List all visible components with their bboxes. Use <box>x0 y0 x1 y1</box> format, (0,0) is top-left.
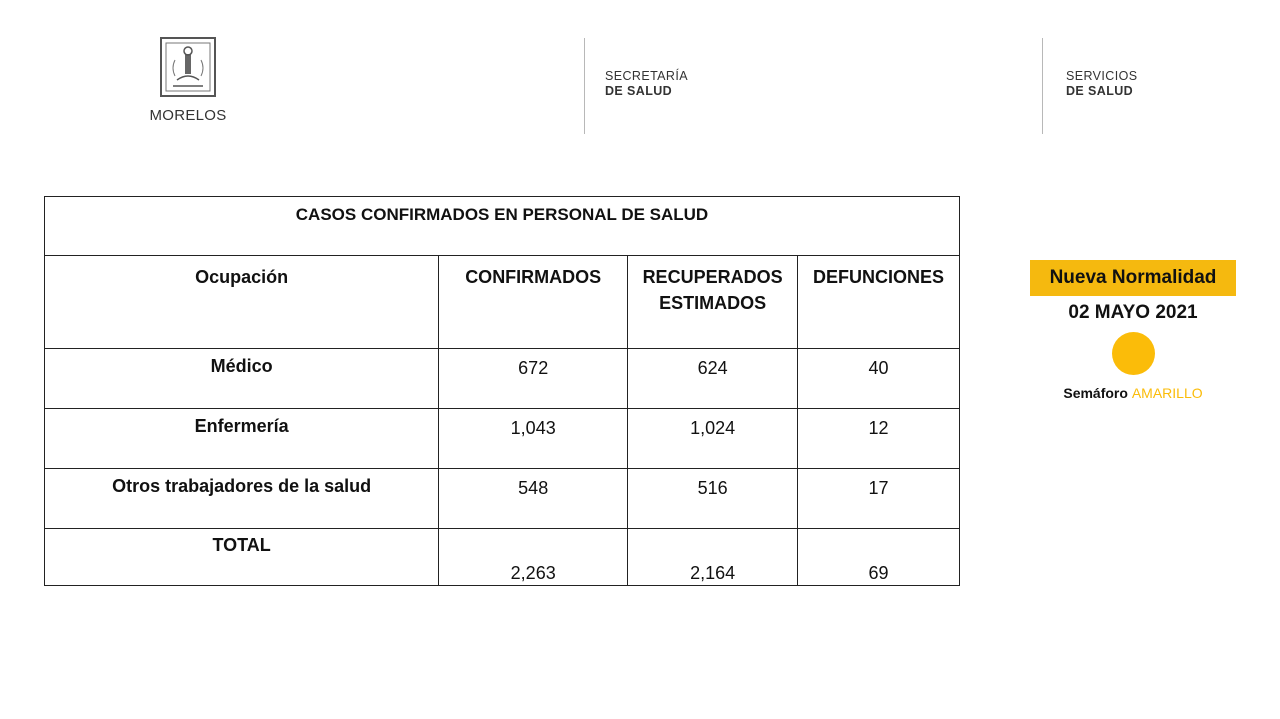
table-title-row <box>45 197 960 256</box>
table-row <box>45 409 960 469</box>
agency-servicios-de-salud <box>1066 69 1137 99</box>
agency-line2: DE SALUD <box>1066 84 1134 98</box>
cell-total-defunciones: 69 <box>798 529 960 586</box>
report-date: 02 MAYO 2021 <box>1068 302 1198 323</box>
cell-ocupacion: Enfermería <box>45 409 439 469</box>
header-confirmados: CONFIRMADOS <box>439 256 628 349</box>
header-defunciones: DEFUNCIONES <box>798 256 960 349</box>
table-title: CASOS CONFIRMADOS EN PERSONAL DE SALUD <box>45 197 960 256</box>
cell-recuperados: 516 <box>628 469 798 529</box>
nueva-normalidad-badge: Nueva Normalidad <box>1030 260 1236 296</box>
cell-ocupacion: Otros trabajadores de la salud <box>45 469 439 529</box>
cell-defunciones: 17 <box>798 469 960 529</box>
table-row <box>45 469 960 529</box>
table-row <box>45 349 960 409</box>
header-recuperados-line2: ESTIMADOS <box>659 293 767 313</box>
semaforo-status <box>1030 385 1236 401</box>
cases-table <box>44 196 960 586</box>
table-total-row <box>45 529 960 586</box>
agency-line1: SERVICIOS <box>1066 69 1138 83</box>
agency-line1: SECRETARÍA <box>605 69 688 83</box>
morelos-logo <box>140 36 236 124</box>
morelos-seal-icon <box>157 36 219 98</box>
header-recuperados <box>628 256 798 349</box>
cell-total-confirmados: 2,263 <box>439 529 628 586</box>
cell-ocupacion: Médico <box>45 349 439 409</box>
header-divider <box>1042 38 1043 134</box>
table-header-row <box>45 256 960 349</box>
header-ocupacion: Ocupación <box>45 256 439 349</box>
header-divider <box>584 38 585 134</box>
semaforo-light-icon <box>1112 332 1155 375</box>
semaforo-color-word: AMARILLO <box>1131 385 1203 401</box>
cell-recuperados: 1,024 <box>628 409 798 469</box>
cell-defunciones: 12 <box>798 409 960 469</box>
cell-total-recuperados: 2,164 <box>628 529 798 586</box>
cell-confirmados: 1,043 <box>439 409 628 469</box>
agency-secretaria-de-salud <box>605 69 688 99</box>
semaforo-label: Semáforo <box>1063 385 1128 401</box>
header-recuperados-line1: RECUPERADOS <box>642 267 783 287</box>
state-name: MORELOS <box>149 107 227 124</box>
cell-recuperados: 624 <box>628 349 798 409</box>
cell-confirmados: 548 <box>439 469 628 529</box>
cell-confirmados: 672 <box>439 349 628 409</box>
agency-line2: DE SALUD <box>605 84 673 98</box>
cell-defunciones: 40 <box>798 349 960 409</box>
cell-total-label: TOTAL <box>45 529 439 586</box>
